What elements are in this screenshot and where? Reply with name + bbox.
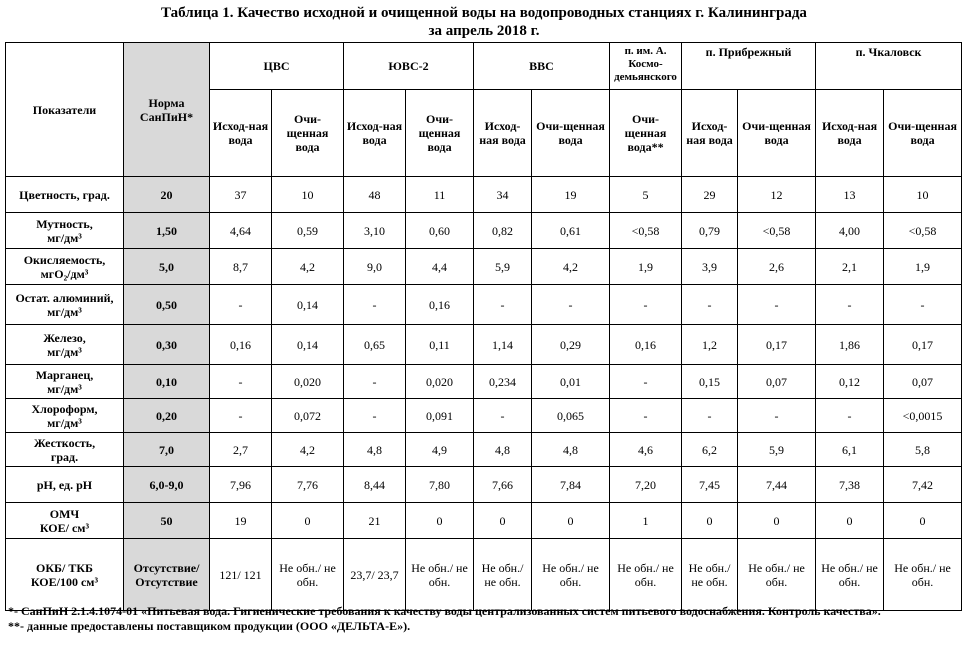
measurement-cell: 1,14 xyxy=(474,325,532,365)
indicator-name xyxy=(6,467,124,503)
table-row xyxy=(6,249,962,285)
measurement-cell: 8,7 xyxy=(210,249,272,285)
footnotes xyxy=(8,604,958,634)
indicator-label: Окисляемость, xyxy=(23,252,106,267)
measurement-cell: - xyxy=(738,399,816,433)
measurement-cell: - xyxy=(610,285,682,325)
measurement-cell: 0,59 xyxy=(272,213,344,249)
measurement-cell: - xyxy=(682,285,738,325)
measurement-cell: 11 xyxy=(406,177,474,213)
measurement-cell: 12 xyxy=(738,177,816,213)
measurement-cell: - xyxy=(816,399,884,433)
measurement-cell: 0 xyxy=(532,503,610,539)
indicator-label: Мутность, xyxy=(36,216,93,231)
measurement-cell: 8,44 xyxy=(344,467,406,503)
measurement-cell: 0,61 xyxy=(532,213,610,249)
measurement-cell: - xyxy=(532,285,610,325)
measurement-cell: 3,10 xyxy=(344,213,406,249)
measurement-cell: 37 xyxy=(210,177,272,213)
measurement-cell: 0,14 xyxy=(272,285,344,325)
table-row xyxy=(6,467,962,503)
footnote-2: **- данные предоставлены поставщиком продукции (ООО «ДЕЛЬТА-Е»). xyxy=(8,619,411,633)
measurement-cell: 6,2 xyxy=(682,433,738,467)
measurement-cell: 0,234 xyxy=(474,365,532,399)
measurement-cell: 0,16 xyxy=(610,325,682,365)
indicator-label: Марганец, xyxy=(35,367,94,382)
measurement-cell: 0,79 xyxy=(682,213,738,249)
measurement-cell: Не обн./ не обн. xyxy=(816,539,884,611)
measurement-cell: - xyxy=(474,399,532,433)
measurement-cell: 19 xyxy=(532,177,610,213)
table-row xyxy=(6,433,962,467)
measurement-cell: 0 xyxy=(816,503,884,539)
measurement-cell: 121/ 121 xyxy=(210,539,272,611)
measurement-cell: 0,65 xyxy=(344,325,406,365)
table-row xyxy=(6,365,962,399)
table-row xyxy=(6,325,962,365)
treated-water-header: Очи-щенная вода xyxy=(738,90,816,177)
treated-water-header: Очи-щенная вода xyxy=(406,90,474,177)
measurement-cell: 0,11 xyxy=(406,325,474,365)
measurement-cell: <0,58 xyxy=(610,213,682,249)
measurement-cell: 4,8 xyxy=(344,433,406,467)
norm-value: 7,0 xyxy=(124,433,210,467)
station-header-cvs: ЦВС xyxy=(210,43,344,90)
indicator-name xyxy=(6,399,124,433)
measurement-cell: Не обн./ не обн. xyxy=(738,539,816,611)
measurement-cell: 4,4 xyxy=(406,249,474,285)
indicator-unit: мг/дм³ xyxy=(47,304,82,319)
measurement-cell: 7,38 xyxy=(816,467,884,503)
measurement-cell: 1,86 xyxy=(816,325,884,365)
indicator-label: pH, ед. pH xyxy=(36,477,93,492)
measurement-cell: 5 xyxy=(610,177,682,213)
indicator-name xyxy=(6,365,124,399)
source-water-header: Исход-ная вода xyxy=(210,90,272,177)
measurement-cell: 7,20 xyxy=(610,467,682,503)
measurement-cell: 1,2 xyxy=(682,325,738,365)
measurement-cell: - xyxy=(474,285,532,325)
table-title xyxy=(0,4,968,40)
measurement-cell: 0 xyxy=(406,503,474,539)
measurement-cell: 23,7/ 23,7 xyxy=(344,539,406,611)
measurement-cell: 10 xyxy=(884,177,962,213)
measurement-cell: 34 xyxy=(474,177,532,213)
measurement-cell: 7,42 xyxy=(884,467,962,503)
station-header-pribrezhny: п. Прибрежный xyxy=(682,43,816,90)
title-line-1: Таблица 1. Качество исходной и очищенной воды на водопроводных станциях г. Калининграда xyxy=(161,5,807,21)
measurement-cell: 7,44 xyxy=(738,467,816,503)
measurement-cell: 4,2 xyxy=(272,433,344,467)
measurement-cell: 2,7 xyxy=(210,433,272,467)
indicator-label: Цветность, град. xyxy=(19,187,110,202)
measurement-cell: 4,2 xyxy=(272,249,344,285)
measurement-cell: 0,065 xyxy=(532,399,610,433)
measurement-cell: 5,8 xyxy=(884,433,962,467)
source-water-header: Исход-ная вода xyxy=(682,90,738,177)
table-row xyxy=(6,285,962,325)
measurement-cell: 7,45 xyxy=(682,467,738,503)
treated-water-header-star: Очи-щенная вода** xyxy=(610,90,682,177)
measurement-cell: 4,8 xyxy=(532,433,610,467)
water-quality-table xyxy=(5,42,962,611)
title-line-2: за апрель 2018 г. xyxy=(428,23,540,39)
indicator-unit: мгО₂/дм³ xyxy=(40,266,89,281)
measurement-cell: 0 xyxy=(738,503,816,539)
measurement-cell: 19 xyxy=(210,503,272,539)
measurement-cell: 0 xyxy=(272,503,344,539)
measurement-cell: 9,0 xyxy=(344,249,406,285)
table-row xyxy=(6,177,962,213)
indicator-unit: мг/дм³ xyxy=(47,381,82,396)
indicator-label: ОМЧ xyxy=(49,506,80,521)
measurement-cell: 7,80 xyxy=(406,467,474,503)
measurement-cell: - xyxy=(884,285,962,325)
station-header-chkalovsk: п. Чкаловск xyxy=(816,43,962,90)
measurement-cell: 4,2 xyxy=(532,249,610,285)
footnote-1: *- СанПиН 2.1.4.1074-01 «Питьевая вода. Гигиенические требования к качеству воды централизованных систем питьевого водоснабжения. Контроль качества». xyxy=(8,604,881,618)
measurement-cell: - xyxy=(210,285,272,325)
measurement-cell: - xyxy=(210,399,272,433)
measurement-cell: 0,020 xyxy=(406,365,474,399)
indicator-label: Жесткость, xyxy=(33,435,96,450)
indicator-label: ОКБ/ ТКБ xyxy=(36,560,93,575)
indicator-name xyxy=(6,503,124,539)
measurement-cell: 29 xyxy=(682,177,738,213)
indicator-label: Хлороформ, xyxy=(31,401,98,416)
source-water-header: Исход-ная вода xyxy=(474,90,532,177)
measurement-cell: 0,07 xyxy=(738,365,816,399)
norm-value: 0,20 xyxy=(124,399,210,433)
header-row-stations xyxy=(6,43,962,90)
table-row xyxy=(6,539,962,611)
indicator-label: Остат. алюминий, xyxy=(15,290,114,305)
measurement-cell: 0,60 xyxy=(406,213,474,249)
measurement-cell: <0,58 xyxy=(884,213,962,249)
measurement-cell: - xyxy=(610,365,682,399)
norm-value: 0,30 xyxy=(124,325,210,365)
measurement-cell: Не обн./ не обн. xyxy=(272,539,344,611)
measurement-cell: 4,00 xyxy=(816,213,884,249)
measurement-cell: 21 xyxy=(344,503,406,539)
indicator-label: Железо, xyxy=(43,330,86,345)
station-header-kosmodemyansky: п. им. А. Космо-демьянского xyxy=(610,43,682,90)
table-row xyxy=(6,503,962,539)
indicator-unit: КОЕ/ см³ xyxy=(39,520,90,535)
measurement-cell: 0,82 xyxy=(474,213,532,249)
measurement-cell: 5,9 xyxy=(738,433,816,467)
measurement-cell: 13 xyxy=(816,177,884,213)
measurement-cell: - xyxy=(344,399,406,433)
measurement-cell: 2,1 xyxy=(816,249,884,285)
indicator-unit: КОЕ/100 см³ xyxy=(30,574,99,589)
measurement-cell: 6,1 xyxy=(816,433,884,467)
source-water-header: Исход-ная вода xyxy=(816,90,884,177)
measurement-cell: 48 xyxy=(344,177,406,213)
norm-value: 20 xyxy=(124,177,210,213)
indicator-unit: мг/дм³ xyxy=(47,230,82,245)
measurement-cell: - xyxy=(610,399,682,433)
measurement-cell: - xyxy=(344,285,406,325)
measurement-cell: Не обн./ не обн. xyxy=(884,539,962,611)
norm-header: Норма СанПиН* xyxy=(124,43,210,177)
measurement-cell: 5,9 xyxy=(474,249,532,285)
measurement-cell: 1,9 xyxy=(610,249,682,285)
measurement-cell: 0,07 xyxy=(884,365,962,399)
measurement-cell: Не обн./ не обн. xyxy=(474,539,532,611)
table-row xyxy=(6,399,962,433)
indicator-name xyxy=(6,249,124,285)
measurement-cell: Не обн./ не обн. xyxy=(682,539,738,611)
measurement-cell: 0 xyxy=(474,503,532,539)
measurement-cell: Не обн./ не обн. xyxy=(610,539,682,611)
measurement-cell: 7,96 xyxy=(210,467,272,503)
measurement-cell: Не обн./ не обн. xyxy=(406,539,474,611)
measurement-cell: 1 xyxy=(610,503,682,539)
measurement-cell: 1,9 xyxy=(884,249,962,285)
measurement-cell: 10 xyxy=(272,177,344,213)
treated-water-header: Очи-щенная вода xyxy=(272,90,344,177)
source-water-header: Исход-ная вода xyxy=(344,90,406,177)
measurement-cell: 7,76 xyxy=(272,467,344,503)
station-header-yuvs2: ЮВС-2 xyxy=(344,43,474,90)
measurement-cell: <0,0015 xyxy=(884,399,962,433)
norm-value: 0,50 xyxy=(124,285,210,325)
measurement-cell: Не обн./ не обн. xyxy=(532,539,610,611)
measurement-cell: 0,14 xyxy=(272,325,344,365)
measurement-cell: 0,12 xyxy=(816,365,884,399)
measurement-cell: 2,6 xyxy=(738,249,816,285)
measurement-cell: 4,9 xyxy=(406,433,474,467)
measurement-cell: 0,29 xyxy=(532,325,610,365)
measurement-cell: 0,01 xyxy=(532,365,610,399)
measurement-cell: - xyxy=(682,399,738,433)
station-header-vvs: ВВС xyxy=(474,43,610,90)
indicator-unit: мг/дм³ xyxy=(47,415,82,430)
indicator-name xyxy=(6,325,124,365)
measurement-cell: 0,16 xyxy=(210,325,272,365)
measurement-cell: 0,16 xyxy=(406,285,474,325)
norm-value: Отсутствие/ Отсутствие xyxy=(124,539,210,611)
indicator-name xyxy=(6,433,124,467)
indicator-name xyxy=(6,177,124,213)
measurement-cell: - xyxy=(210,365,272,399)
indicator-unit: град. xyxy=(50,449,79,464)
measurement-cell: 4,6 xyxy=(610,433,682,467)
measurement-cell: 7,84 xyxy=(532,467,610,503)
measurement-cell: 0,091 xyxy=(406,399,474,433)
norm-value: 50 xyxy=(124,503,210,539)
measurement-cell: 0,020 xyxy=(272,365,344,399)
measurement-cell: <0,58 xyxy=(738,213,816,249)
norm-value: 5,0 xyxy=(124,249,210,285)
measurement-cell: 0,17 xyxy=(738,325,816,365)
indicator-name xyxy=(6,285,124,325)
indicators-header: Показатели xyxy=(6,43,124,177)
treated-water-header: Очи-щенная вода xyxy=(532,90,610,177)
measurement-cell: 7,66 xyxy=(474,467,532,503)
indicator-unit: мг/дм³ xyxy=(47,344,82,359)
measurement-cell: - xyxy=(816,285,884,325)
measurement-cell: - xyxy=(344,365,406,399)
measurement-cell: 0,17 xyxy=(884,325,962,365)
measurement-cell: 0 xyxy=(884,503,962,539)
measurement-cell: 0,15 xyxy=(682,365,738,399)
indicator-name xyxy=(6,213,124,249)
indicator-name xyxy=(6,539,124,611)
norm-value: 0,10 xyxy=(124,365,210,399)
measurement-cell: 0 xyxy=(682,503,738,539)
measurement-cell: 3,9 xyxy=(682,249,738,285)
measurement-cell: 4,8 xyxy=(474,433,532,467)
measurement-cell: - xyxy=(738,285,816,325)
norm-value: 6,0-9,0 xyxy=(124,467,210,503)
measurement-cell: 0,072 xyxy=(272,399,344,433)
table-row xyxy=(6,213,962,249)
treated-water-header: Очи-щенная вода xyxy=(884,90,962,177)
norm-value: 1,50 xyxy=(124,213,210,249)
measurement-cell: 4,64 xyxy=(210,213,272,249)
